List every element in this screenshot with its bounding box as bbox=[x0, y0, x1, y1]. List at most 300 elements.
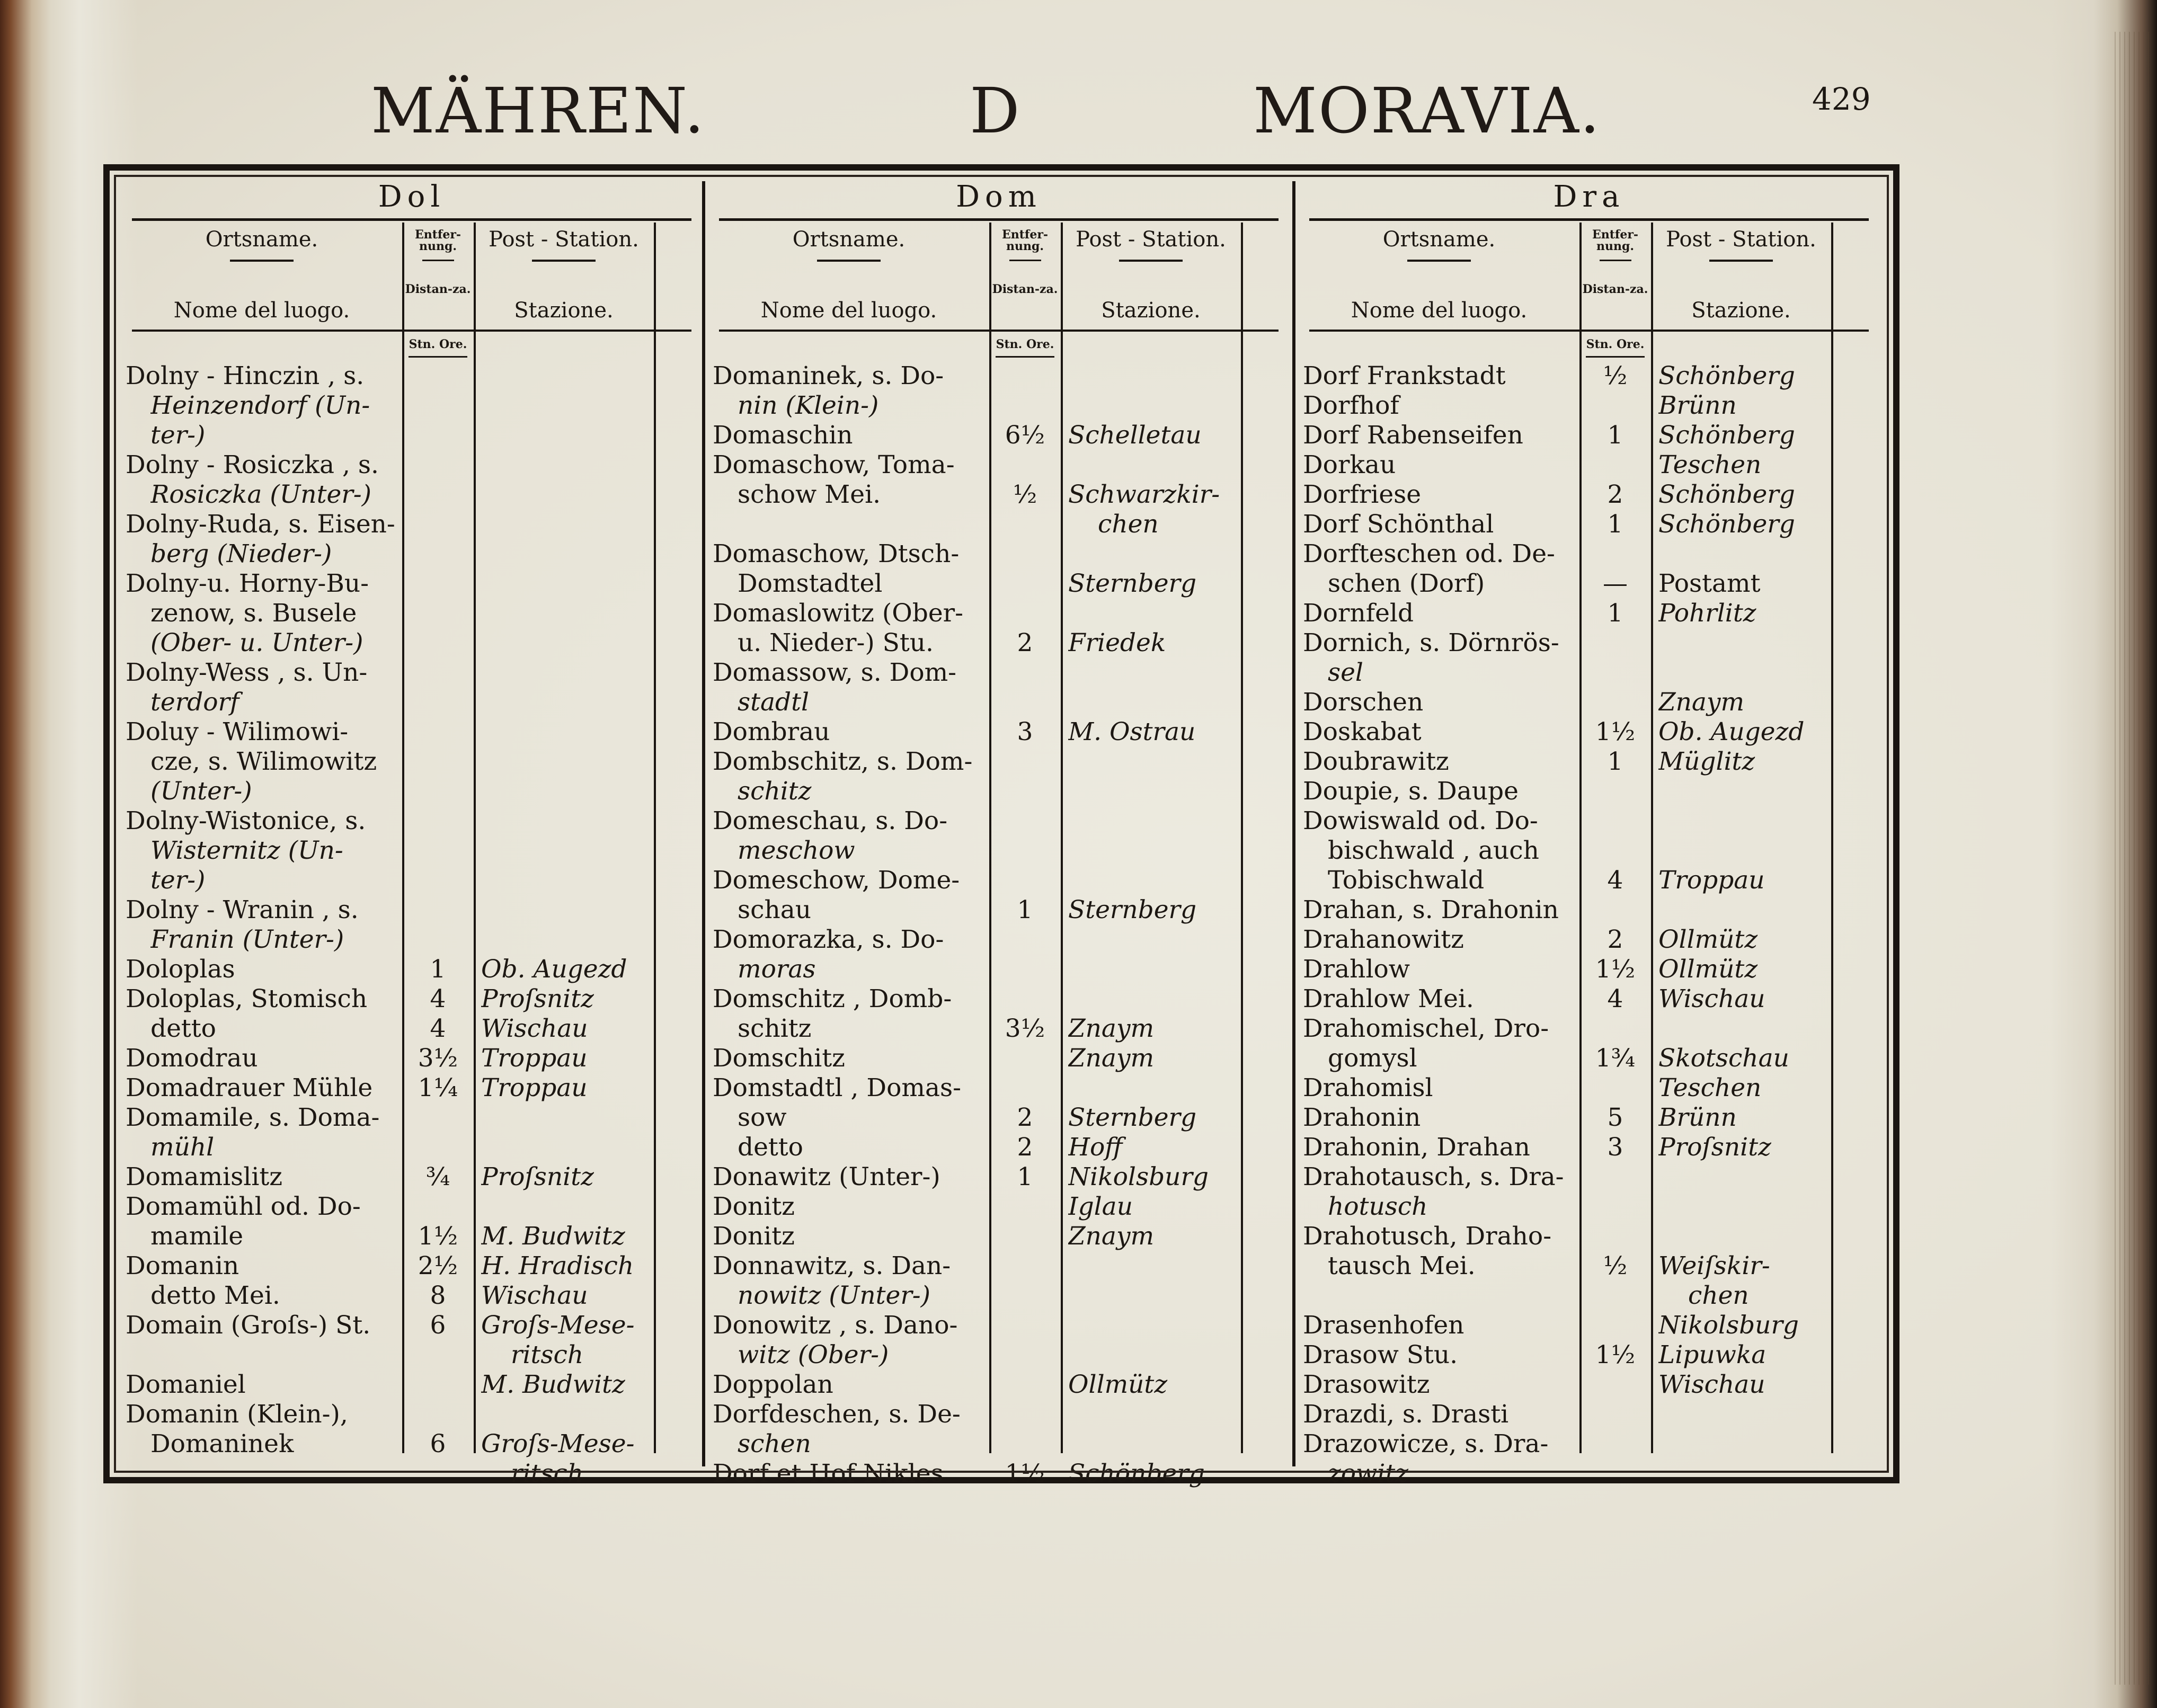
table-row bbox=[1299, 1073, 1879, 1103]
place-name: detto bbox=[150, 1014, 216, 1043]
header-stazione: Stazione. bbox=[514, 298, 614, 323]
table-row bbox=[1299, 1014, 1879, 1044]
distance-value: 1¼ bbox=[418, 1073, 458, 1102]
header-dash bbox=[1009, 260, 1041, 261]
post-station: Proſsnitz bbox=[481, 1162, 594, 1191]
distance-value: 3 bbox=[1607, 1133, 1623, 1162]
table-row bbox=[708, 688, 1289, 717]
post-station: ritsch bbox=[511, 1340, 584, 1369]
post-station: Ob. Augezd bbox=[481, 955, 627, 984]
post-station: Troppau bbox=[481, 1073, 588, 1102]
place-name: Drahonin, Drahan bbox=[1303, 1133, 1530, 1162]
post-station: Friedek bbox=[1068, 628, 1166, 657]
place-name: stadtl bbox=[738, 688, 810, 717]
place-name: Domaslowitz (Ober- bbox=[713, 599, 963, 628]
place-name: Domamühl od. Do- bbox=[126, 1192, 361, 1221]
distance-value: 2½ bbox=[418, 1251, 458, 1280]
table-row bbox=[708, 1222, 1289, 1251]
place-name: Drahomisl bbox=[1303, 1073, 1433, 1102]
place-name: Doloplas bbox=[126, 955, 235, 984]
place-name: Domorazka, s. Do- bbox=[713, 925, 944, 954]
distance-value: 1½ bbox=[1595, 955, 1636, 984]
place-name: bischwald , auch bbox=[1328, 836, 1539, 865]
place-name: Doluy - Wilimowi- bbox=[126, 717, 349, 746]
place-name: Doskabat bbox=[1303, 717, 1422, 746]
table-row bbox=[708, 1459, 1289, 1489]
place-name: Drahlow Mei. bbox=[1303, 984, 1474, 1013]
table-row bbox=[1299, 1311, 1879, 1340]
place-name: Doubrawitz bbox=[1303, 747, 1449, 776]
distance-value: 1½ bbox=[1595, 717, 1636, 746]
place-name: Dorschen bbox=[1303, 688, 1424, 717]
post-station: Schwarzkir- bbox=[1068, 480, 1220, 509]
place-name: Franin (Unter-) bbox=[150, 925, 344, 954]
distance-value: ½ bbox=[1603, 1251, 1628, 1280]
place-name: Dorf Schönthal bbox=[1303, 510, 1494, 539]
post-station: Skotschau bbox=[1658, 1044, 1789, 1073]
table-row bbox=[708, 1014, 1289, 1044]
post-station: M. Budwitz bbox=[481, 1222, 625, 1251]
place-name: Domstadtl , Domas- bbox=[713, 1073, 961, 1102]
post-station: Hoff bbox=[1068, 1133, 1123, 1162]
header-ortsname: Ortsname. bbox=[205, 227, 318, 252]
header-dash bbox=[1709, 260, 1773, 262]
distance-value: 2 bbox=[1017, 1103, 1033, 1132]
column-header-name bbox=[121, 229, 402, 321]
place-name: Donnawitz, s. Dan- bbox=[713, 1251, 951, 1280]
post-station: M. Ostrau bbox=[1068, 717, 1196, 746]
post-station: Brünn bbox=[1658, 391, 1737, 420]
header-entfernung: Entfer-nung. bbox=[414, 228, 461, 253]
place-name: Drahlow bbox=[1303, 955, 1410, 984]
place-name: Domaschow, Dtsch- bbox=[713, 539, 960, 568]
distance-value: 1½ bbox=[1005, 1459, 1045, 1488]
distance-value: 5 bbox=[1607, 1103, 1623, 1132]
post-station: Teschen bbox=[1658, 1073, 1762, 1102]
header-rule bbox=[132, 330, 691, 332]
table-row bbox=[121, 984, 702, 1014]
header-letter: D bbox=[970, 74, 1021, 147]
place-name: Dolny-Wistonice, s. bbox=[126, 806, 366, 835]
place-name: Domaschow, Toma- bbox=[713, 450, 955, 479]
post-station: Znaym bbox=[1068, 1044, 1155, 1073]
table-row bbox=[1299, 1370, 1879, 1400]
table-row bbox=[121, 955, 702, 984]
header-distanza: Distan-za. bbox=[1582, 282, 1648, 296]
post-station: Nikolsburg bbox=[1068, 1162, 1209, 1191]
post-station: Proſsnitz bbox=[1658, 1133, 1771, 1162]
table-row bbox=[121, 1429, 702, 1459]
table-row bbox=[121, 925, 702, 955]
place-name: Doppolan bbox=[713, 1370, 833, 1399]
column-header-name bbox=[708, 229, 989, 321]
table-row bbox=[708, 1370, 1289, 1400]
place-name: Drasow Stu. bbox=[1303, 1340, 1458, 1369]
table-row bbox=[121, 539, 702, 569]
place-name: tausch Mei. bbox=[1328, 1251, 1476, 1280]
distance-value: 4 bbox=[1607, 984, 1623, 1013]
distance-value: 1½ bbox=[1595, 1340, 1636, 1369]
table-row bbox=[121, 1340, 702, 1370]
column-rule bbox=[654, 223, 656, 1453]
place-name: Dorf et Hof Nikles bbox=[713, 1459, 944, 1488]
post-station: Troppau bbox=[481, 1044, 588, 1073]
place-name: hotusch bbox=[1328, 1192, 1428, 1221]
post-station: Wischau bbox=[1658, 1370, 1765, 1399]
place-name: Dorfriese bbox=[1303, 480, 1422, 509]
table-row bbox=[708, 1103, 1289, 1133]
place-name: Doloplas, Stomisch bbox=[126, 984, 368, 1013]
table-row bbox=[1299, 984, 1879, 1014]
post-station: Schönberg bbox=[1658, 421, 1795, 450]
place-name: witz (Ober-) bbox=[738, 1340, 889, 1369]
post-station: Schönberg bbox=[1658, 361, 1795, 390]
table-row bbox=[121, 777, 702, 806]
header-nome: Nome del luogo. bbox=[760, 298, 937, 323]
place-name: Rosiczka (Unter-) bbox=[150, 480, 371, 509]
table-row bbox=[121, 421, 702, 450]
post-station: Groſs-Mese- bbox=[481, 1311, 635, 1340]
table-row bbox=[708, 984, 1289, 1014]
table-row bbox=[121, 747, 702, 777]
header-stazione: Stazione. bbox=[1101, 298, 1201, 323]
distance-value: 1 bbox=[1607, 421, 1623, 450]
distance-value: 3½ bbox=[418, 1044, 458, 1073]
distance-value: 1 bbox=[1017, 1162, 1033, 1191]
table-row bbox=[708, 391, 1289, 421]
table-row bbox=[121, 569, 702, 599]
place-name: Domanin (Klein-), bbox=[126, 1400, 348, 1429]
distance-value: 2 bbox=[1017, 628, 1033, 657]
column-rule bbox=[402, 223, 404, 1453]
place-name: detto bbox=[738, 1133, 803, 1162]
place-name: Domadrauer Mühle bbox=[126, 1073, 373, 1102]
place-name: Dowiswald od. Do- bbox=[1303, 806, 1538, 835]
post-station: Weiſskir- bbox=[1658, 1251, 1770, 1280]
table-row bbox=[1299, 895, 1879, 925]
table-row bbox=[1299, 628, 1879, 658]
table-row bbox=[708, 747, 1289, 777]
table-row bbox=[121, 1370, 702, 1400]
place-name: Domschitz bbox=[713, 1044, 845, 1073]
table-row bbox=[1299, 717, 1879, 747]
post-station: Postamt bbox=[1658, 569, 1761, 598]
header-title-italian: MORAVIA. bbox=[1253, 74, 1601, 147]
place-name: Domamile, s. Doma- bbox=[126, 1103, 380, 1132]
distance-value: 8 bbox=[430, 1281, 446, 1310]
place-name: schen bbox=[738, 1429, 811, 1458]
place-name: Domamislitz bbox=[126, 1162, 282, 1191]
table-row bbox=[1299, 1400, 1879, 1429]
table-row bbox=[708, 599, 1289, 628]
post-station: Ob. Augezd bbox=[1658, 717, 1805, 746]
table-row bbox=[708, 1044, 1289, 1073]
place-name: Dorf Rabenseifen bbox=[1303, 421, 1523, 450]
page-edge-texture bbox=[2115, 32, 2152, 1685]
place-name: schow Mei. bbox=[738, 480, 881, 509]
section-title: Dra bbox=[1553, 180, 1625, 214]
post-station: Pohrlitz bbox=[1658, 599, 1756, 628]
table-row bbox=[708, 539, 1289, 569]
table-row bbox=[121, 1222, 702, 1251]
header-dash bbox=[1600, 260, 1631, 261]
section-title: Dom bbox=[956, 180, 1042, 214]
distance-value: ¾ bbox=[425, 1162, 450, 1191]
place-name: nowitz (Unter-) bbox=[738, 1281, 931, 1310]
place-name: Dorf Frankstadt bbox=[1303, 361, 1506, 390]
place-name: Dorfdeschen, s. De- bbox=[713, 1400, 961, 1429]
place-name: Domstadtel bbox=[738, 569, 883, 598]
distance-value: 6 bbox=[430, 1429, 446, 1458]
place-name: Domschitz , Domb- bbox=[713, 984, 952, 1013]
table-row bbox=[1299, 806, 1879, 836]
distance-value: 1 bbox=[1607, 510, 1623, 539]
post-station: Lipuwka bbox=[1658, 1340, 1767, 1369]
post-station: Schönberg bbox=[1068, 1459, 1205, 1488]
place-name: Domassow, s. Dom- bbox=[713, 658, 957, 687]
distance-value: 1 bbox=[1607, 599, 1623, 628]
post-station: Znaym bbox=[1068, 1222, 1155, 1251]
place-name: Dorkau bbox=[1303, 450, 1396, 479]
place-name: Dorfhof bbox=[1303, 391, 1399, 420]
gazetteer-table bbox=[103, 164, 1899, 1488]
header-dash bbox=[817, 260, 881, 262]
distance-value: ½ bbox=[1603, 361, 1628, 390]
column-rule bbox=[1651, 223, 1653, 1453]
table-row bbox=[121, 480, 702, 510]
table-row bbox=[121, 1014, 702, 1044]
header-post-station: Post - Station. bbox=[489, 227, 639, 252]
place-name: (Ober- u. Unter-) bbox=[150, 628, 363, 657]
table-row bbox=[708, 450, 1289, 480]
place-name: Dornich, s. Dörnrös- bbox=[1303, 628, 1559, 657]
table-row bbox=[121, 1103, 702, 1133]
table-row bbox=[708, 895, 1289, 925]
table-row bbox=[121, 450, 702, 480]
place-name: Domeschau, s. Do- bbox=[713, 806, 948, 835]
place-name: Drahomischel, Dro- bbox=[1303, 1014, 1549, 1043]
place-name: Drasenhofen bbox=[1303, 1311, 1464, 1340]
table-row bbox=[708, 777, 1289, 806]
table-row bbox=[1299, 777, 1879, 806]
place-name: berg (Nieder-) bbox=[150, 539, 332, 568]
post-station: Sternberg bbox=[1068, 895, 1197, 924]
column-header-name bbox=[1299, 229, 1579, 321]
panel-dol bbox=[121, 171, 702, 1488]
table-row bbox=[708, 1281, 1289, 1311]
place-name: cze, s. Wilimowitz bbox=[150, 747, 377, 776]
table-row bbox=[121, 1400, 702, 1429]
place-name: schitz bbox=[738, 777, 812, 806]
table-row bbox=[1299, 836, 1879, 866]
post-station: M. Budwitz bbox=[481, 1370, 625, 1399]
post-station: Troppau bbox=[1658, 866, 1765, 895]
column-rule bbox=[474, 223, 476, 1453]
column-rule bbox=[1061, 223, 1063, 1453]
units-label: Stn. Ore. bbox=[996, 337, 1054, 351]
place-name: Wisternitz (Un- bbox=[150, 836, 343, 865]
table-row bbox=[121, 717, 702, 747]
table-row bbox=[121, 391, 702, 421]
distance-value: 1½ bbox=[418, 1222, 458, 1251]
header-entfernung: Entfer-nung. bbox=[1001, 228, 1049, 253]
table-row bbox=[121, 866, 702, 895]
place-name: zowitz bbox=[1328, 1459, 1408, 1488]
column-header-post bbox=[474, 229, 654, 321]
place-name: Dombschitz, s. Dom- bbox=[713, 747, 973, 776]
table-row bbox=[121, 836, 702, 866]
table-row bbox=[121, 1459, 702, 1489]
table-row bbox=[708, 628, 1289, 658]
place-name: sow bbox=[738, 1103, 787, 1132]
table-row bbox=[121, 361, 702, 391]
table-row bbox=[1299, 1103, 1879, 1133]
table-row bbox=[1299, 1222, 1879, 1251]
table-row bbox=[1299, 658, 1879, 688]
post-station: Wischau bbox=[1658, 984, 1765, 1013]
place-name: Doupie, s. Daupe bbox=[1303, 777, 1519, 806]
table-row bbox=[121, 599, 702, 628]
place-name: Dolny - Hinczin , s. bbox=[126, 361, 365, 390]
units-rule bbox=[1586, 356, 1645, 358]
header-entfernung: Entfer-nung. bbox=[1592, 228, 1639, 253]
place-name: mühl bbox=[150, 1133, 215, 1162]
place-name: Domanin bbox=[126, 1251, 239, 1280]
column-header-distance bbox=[402, 229, 474, 295]
table-row bbox=[1299, 1340, 1879, 1370]
header-ortsname: Ortsname. bbox=[1382, 227, 1496, 252]
place-name: Donitz bbox=[713, 1192, 795, 1221]
table-row bbox=[1299, 1281, 1879, 1311]
table-row bbox=[121, 1281, 702, 1311]
units-rule bbox=[409, 356, 467, 358]
table-row bbox=[121, 658, 702, 688]
table-row bbox=[121, 688, 702, 717]
place-name: schitz bbox=[738, 1014, 812, 1043]
panel-dom bbox=[708, 171, 1289, 1488]
place-name: Dolny - Rosiczka , s. bbox=[126, 450, 379, 479]
post-station: Teschen bbox=[1658, 450, 1762, 479]
table-row bbox=[121, 1044, 702, 1073]
table-row bbox=[1299, 1459, 1879, 1489]
post-station: Schönberg bbox=[1658, 480, 1795, 509]
post-station: Wischau bbox=[481, 1014, 588, 1043]
table-row bbox=[1299, 539, 1879, 569]
distance-value: 1 bbox=[430, 955, 446, 984]
place-name: zenow, s. Busele bbox=[150, 599, 357, 628]
table-row bbox=[708, 1429, 1289, 1459]
place-name: Domain (Groſs-) St. bbox=[126, 1311, 371, 1340]
post-station: Znaym bbox=[1068, 1014, 1155, 1043]
post-station: Ollmütz bbox=[1658, 955, 1758, 984]
table-row bbox=[708, 510, 1289, 539]
post-station: Schönberg bbox=[1658, 510, 1795, 539]
table-row bbox=[1299, 450, 1879, 480]
header-nome: Nome del luogo. bbox=[173, 298, 350, 323]
post-station: chen bbox=[1098, 510, 1159, 539]
table-row bbox=[121, 895, 702, 925]
distance-value: 1¾ bbox=[1595, 1044, 1636, 1073]
header-dash bbox=[1119, 260, 1183, 262]
place-name: sel bbox=[1328, 658, 1363, 687]
place-name: Dolny-u. Horny-Bu- bbox=[126, 569, 369, 598]
post-station: Groſs-Mese- bbox=[481, 1429, 635, 1458]
post-station: chen bbox=[1688, 1281, 1749, 1310]
table-row bbox=[708, 1073, 1289, 1103]
table-row bbox=[708, 658, 1289, 688]
panel-divider bbox=[1292, 181, 1295, 1466]
place-name: Donawitz (Unter-) bbox=[713, 1162, 940, 1191]
table-row bbox=[1299, 1192, 1879, 1222]
place-name: Drazdi, s. Drasti bbox=[1303, 1400, 1509, 1429]
column-rule bbox=[1241, 223, 1243, 1453]
post-station: Ollmütz bbox=[1658, 925, 1758, 954]
column-header-post bbox=[1061, 229, 1241, 321]
table-row bbox=[1299, 1162, 1879, 1192]
units-label: Stn. Ore. bbox=[1586, 337, 1645, 351]
place-name: ter-) bbox=[150, 421, 206, 450]
table-row bbox=[708, 1192, 1289, 1222]
table-row bbox=[708, 480, 1289, 510]
place-name: meschow bbox=[738, 836, 855, 865]
table-row bbox=[1299, 421, 1879, 450]
place-name: Drazowicze, s. Dra- bbox=[1303, 1429, 1549, 1458]
post-station: Sternberg bbox=[1068, 569, 1197, 598]
place-name: Drahotusch, Draho- bbox=[1303, 1222, 1552, 1251]
distance-value: 2 bbox=[1017, 1133, 1033, 1162]
distance-value: 6 bbox=[430, 1311, 446, 1340]
place-name: Drasowitz bbox=[1303, 1370, 1430, 1399]
header-dash bbox=[532, 260, 596, 262]
post-station: Nikolsburg bbox=[1658, 1311, 1799, 1340]
table-row bbox=[121, 1133, 702, 1162]
table-row bbox=[121, 628, 702, 658]
place-name: (Unter-) bbox=[150, 777, 252, 806]
table-row bbox=[1299, 1251, 1879, 1281]
place-name: terdorf bbox=[150, 688, 239, 717]
place-name: moras bbox=[738, 955, 816, 984]
table-row bbox=[708, 717, 1289, 747]
table-row bbox=[1299, 866, 1879, 895]
place-name: Drahonin bbox=[1303, 1103, 1421, 1132]
panel-dra bbox=[1299, 171, 1879, 1488]
post-station: Schelletau bbox=[1068, 421, 1202, 450]
post-station: Brünn bbox=[1658, 1103, 1737, 1132]
place-name: gomysl bbox=[1328, 1044, 1417, 1073]
distance-value: — bbox=[1603, 569, 1628, 598]
distance-value: 3 bbox=[1017, 717, 1033, 746]
table-row bbox=[708, 955, 1289, 984]
post-station: Wischau bbox=[481, 1281, 588, 1310]
header-dash bbox=[230, 260, 294, 262]
table-row bbox=[708, 1340, 1289, 1370]
page-number: 429 bbox=[1812, 81, 1871, 117]
table-row bbox=[121, 1311, 702, 1340]
table-row bbox=[1299, 510, 1879, 539]
table-row bbox=[1299, 1133, 1879, 1162]
post-station: Proſsnitz bbox=[481, 984, 594, 1013]
place-name: Dolny-Wess , s. Un- bbox=[126, 658, 368, 687]
header-stazione: Stazione. bbox=[1691, 298, 1791, 323]
column-rule bbox=[989, 223, 991, 1453]
distance-value: 4 bbox=[1607, 866, 1623, 895]
header-post-station: Post - Station. bbox=[1666, 227, 1816, 252]
table-row bbox=[708, 925, 1289, 955]
place-name: Heinzendorf (Un- bbox=[150, 391, 370, 420]
place-name: Domaschin bbox=[713, 421, 853, 450]
table-row bbox=[1299, 955, 1879, 984]
header-dash bbox=[422, 260, 454, 261]
